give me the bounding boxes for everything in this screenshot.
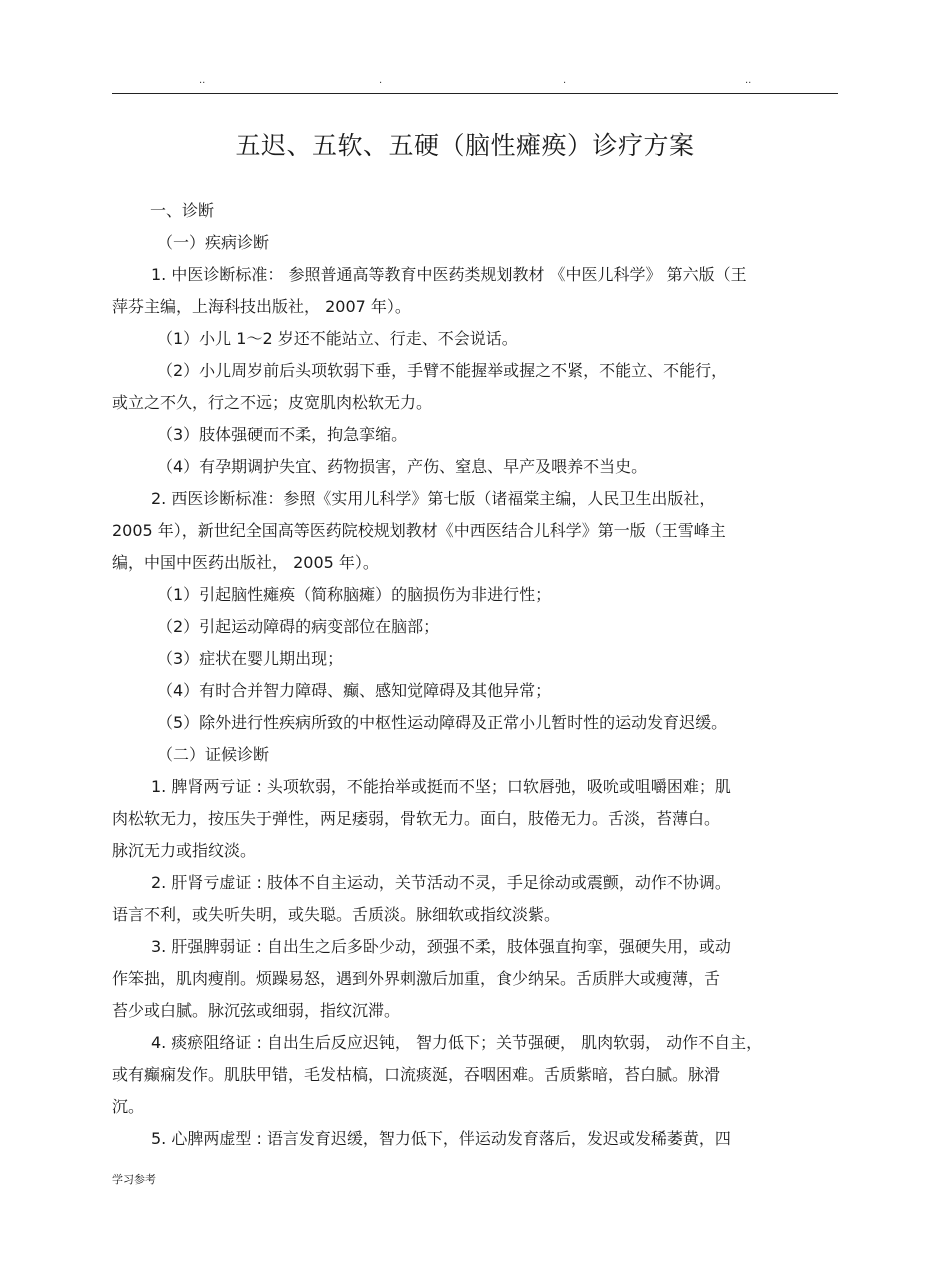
header-dot: .. xyxy=(199,75,206,86)
paragraph-line: 1. 中医诊断标准： 参照普通高等教育中医药类规划教材 《中医儿科学》 第六版（王 xyxy=(151,265,747,284)
paragraph-line: 苔少或白腻。脉沉弦或细弱，指纹沉滞。 xyxy=(112,1001,401,1020)
paragraph-line: 1. 脾肾两亏证 : 头项软弱，不能抬举或挺而不坚；口软唇弛，吸吮或咀嚼困难；肌 xyxy=(151,777,731,796)
paragraph-line: 或立之不久，行之不远；皮宽肌肉松软无力。 xyxy=(112,393,433,412)
list-item: （4）有孕期调护失宜、药物损害，产伤、窒息、早产及喂养不当史。 xyxy=(157,457,648,476)
header-rule xyxy=(112,93,838,94)
section-heading: 一、诊断 xyxy=(150,201,215,220)
header-dot: . xyxy=(379,75,383,86)
list-item: （3）肢体强硬而不柔，拘急挛缩。 xyxy=(157,425,408,444)
document-title: 五迟、五软、五硬（脑性瘫痪）诊疗方案 xyxy=(235,131,695,160)
paragraph-line: 肉松软无力，按压失于弹性，两足痿弱，骨软无力。面白，肢倦无力。舌淡，苔薄白。 xyxy=(112,809,721,828)
paragraph-line: 2005 年），新世纪全国高等医药院校规划教材《中西医结合儿科学》第一版（王雪峰主 xyxy=(112,521,726,540)
subsection-heading: （二）证候诊断 xyxy=(157,745,270,764)
paragraph-line: 2. 肝肾亏虚证 : 肢体不自主运动，关节活动不灵，手足徐动或震颤，动作不协调。 xyxy=(151,873,731,892)
paragraph-line: 萍芬主编，上海科技出版社， 2007 年）。 xyxy=(112,297,411,316)
list-item: （5）除外进行性疾病所致的中枢性运动障碍及正常小儿暂时性的运动发育迟缓。 xyxy=(157,713,728,732)
paragraph-line: 4. 痰瘀阻络证 : 自出生后反应迟钝， 智力低下；关节强硬， 肌肉软弱， 动作不自主， xyxy=(151,1033,763,1052)
subsection-heading: （一）疾病诊断 xyxy=(157,233,270,252)
header-dot: . xyxy=(563,75,567,86)
list-item: （3）症状在婴儿期出现； xyxy=(157,649,344,668)
list-item: （1）引起脑性瘫痪（简称脑瘫）的脑损伤为非进行性； xyxy=(157,585,552,604)
paragraph-line: 编，中国中医药出版社， 2005 年）。 xyxy=(112,553,379,572)
paragraph-line: 语言不利，或失听失明，或失聪。舌质淡。脉细软或指纹淡紫。 xyxy=(112,905,561,924)
list-item: （4）有时合并智力障碍、癫、感知觉障碍及其他异常； xyxy=(157,681,552,700)
paragraph-line: 沉。 xyxy=(112,1097,145,1116)
paragraph-line: 3. 肝强脾弱证 : 自出生之后多卧少动，颈强不柔，肢体强直拘挛，强硬失用，或动 xyxy=(151,937,731,956)
paragraph-line: 2. 西医诊断标准：参照《实用儿科学》第七版（诸福棠主编，人民卫生出版社， xyxy=(151,489,716,508)
footer-note: 学习参考 xyxy=(112,1173,156,1186)
header-dot: .. xyxy=(745,75,752,86)
list-item: （2）引起运动障碍的病变部位在脑部； xyxy=(157,617,440,636)
paragraph-line: 作笨拙，肌肉瘦削。烦躁易怒，遇到外界刺激后加重，食少纳呆。舌质胖大或瘦薄，舌 xyxy=(112,969,721,988)
header-dots xyxy=(0,74,950,88)
paragraph-line: 脉沉无力或指纹淡。 xyxy=(112,841,257,860)
list-item: （1）小儿 1～2 岁还不能站立、行走、不会说话。 xyxy=(157,329,518,348)
paragraph-line: 5. 心脾两虚型 : 语言发育迟缓，智力低下，伴运动发育落后，发迟或发稀萎黄，四 xyxy=(151,1129,731,1148)
paragraph-line: 或有癫痫发作。肌肤甲错，毛发枯槁，口流痰涎，吞咽困难。舌质紫暗，苔白腻。脉滑 xyxy=(112,1065,721,1084)
list-item: （2）小儿周岁前后头项软弱下垂，手臂不能握举或握之不紧，不能立、不能行， xyxy=(157,361,728,380)
